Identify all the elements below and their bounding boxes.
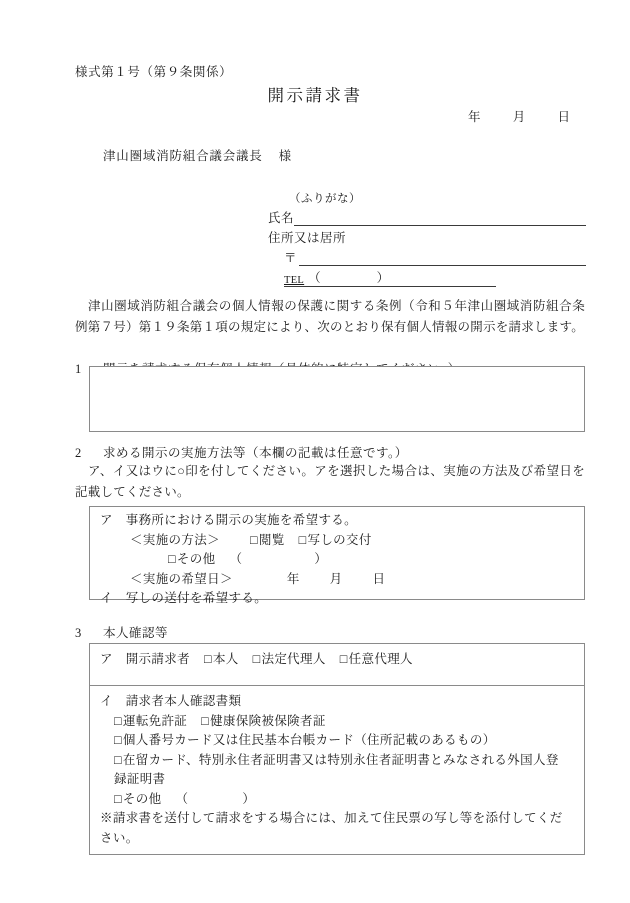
addressee-line xyxy=(103,146,292,164)
addressee-name: 津山圏域消防組合議会議長 xyxy=(103,149,263,163)
checkbox-method-other-icon[interactable]: □ xyxy=(168,552,176,566)
address-input-rule[interactable] xyxy=(299,252,586,266)
doc-option-residence-card[interactable]: 在留カード、特別永住者証明書又は特別永住者証明書とみなされる外国人登録証明書 xyxy=(114,752,559,786)
checkbox-health-insurance-icon[interactable]: □ xyxy=(201,713,210,728)
section-3-identity-box xyxy=(89,643,585,855)
name-input-rule[interactable] xyxy=(294,212,586,226)
postal-field-row xyxy=(284,248,586,266)
section-1-entry-box[interactable] xyxy=(89,366,585,432)
desired-month-label[interactable]: 月 xyxy=(329,571,343,586)
section-2-option-i[interactable]: イ 写しの送付を希望する。 xyxy=(100,591,268,605)
checkbox-residence-card-icon[interactable]: □ xyxy=(114,752,122,767)
method-other-paren-open: （ xyxy=(229,552,243,566)
name-field-row xyxy=(268,208,586,226)
checkbox-copy-icon[interactable]: □ xyxy=(298,532,307,547)
method-other-label[interactable]: その他 xyxy=(176,552,216,566)
form-number: 様式第１号（第９条関係） xyxy=(75,65,233,79)
legal-basis-paragraph: 津山圏域消防組合議会の個人情報の保護に関する条例（令和５年津山圏域消防組合条例第７号）第１９条第１項の規定により、次のとおり保有個人情報の開示を請求します。 xyxy=(75,299,585,334)
page-title: 開示請求書 xyxy=(267,86,363,105)
doc-option-drivers-license[interactable]: 運転免許証 xyxy=(122,713,188,728)
requester-option-legal-agent[interactable]: 法定代理人 xyxy=(261,652,326,666)
section-2-number: 2 xyxy=(75,446,82,460)
section-2-method-row xyxy=(90,531,584,551)
name-label: 氏名 xyxy=(268,211,295,225)
address-label: 住所又は居所 xyxy=(268,231,347,245)
checkbox-doc-other-icon[interactable]: □ xyxy=(114,791,122,806)
checkbox-my-number-card-icon[interactable]: □ xyxy=(114,733,122,747)
desired-date-label: ＜実施の希望日＞ xyxy=(130,571,233,586)
doc-other-paren-close: ） xyxy=(242,791,256,806)
section-2-desired-date-row xyxy=(90,570,584,590)
checkbox-self-icon[interactable]: □ xyxy=(203,652,212,666)
desired-day-label[interactable]: 日 xyxy=(372,571,386,586)
date-day-label: 日 xyxy=(557,110,570,124)
section-3-heading xyxy=(75,623,168,641)
furigana-label: （ふりがな） xyxy=(289,193,361,205)
section-2-options-box xyxy=(89,506,585,605)
section-3-number: 3 xyxy=(75,626,82,640)
method-label: ＜実施の方法＞ xyxy=(130,532,220,547)
date-month-label: 月 xyxy=(512,110,526,124)
section-3-row-a xyxy=(90,644,584,686)
method-inspect-label[interactable]: 閲覧 xyxy=(258,532,285,547)
method-other-paren-close: ） xyxy=(314,552,328,566)
doc-option-health-insurance[interactable]: 健康保険被保険者証 xyxy=(210,713,326,728)
section-3-requester-row xyxy=(90,650,584,670)
section-3-docs-other xyxy=(90,790,584,810)
section-3-docs-line-3 xyxy=(90,751,570,790)
doc-option-other-label[interactable]: その他 xyxy=(122,791,162,806)
doc-other-paren-open: （ xyxy=(175,791,189,806)
section-2-title: 求める開示の実施方法等（本欄の記載は任意です。） xyxy=(103,446,408,460)
section-3-row-i xyxy=(90,686,584,848)
postal-code-icon: 〒 xyxy=(284,251,297,265)
telephone-field-row[interactable] xyxy=(284,268,496,287)
requester-option-self[interactable]: 本人 xyxy=(212,652,239,666)
checkbox-drivers-license-icon[interactable]: □ xyxy=(114,713,122,728)
section-1-number: 1 xyxy=(75,362,82,376)
section-2-method-other-row xyxy=(90,550,584,570)
section-2-option-a[interactable]: ア 事務所における開示の実施を希望する。 xyxy=(100,513,358,527)
requester-label: ア 開示請求者 xyxy=(100,652,190,666)
tel-paren-open: （ xyxy=(308,271,321,285)
desired-year-label[interactable]: 年 xyxy=(286,571,300,586)
section-2-instruction: ア、イ又はウに○印を付してください。アを選択した場合は、実施の方法及び希望日を記載してください。 xyxy=(75,464,585,499)
checkbox-inspect-icon[interactable]: □ xyxy=(249,532,258,547)
section-3-documents-label: イ 請求者本人確認書類 xyxy=(100,694,242,708)
section-2-heading xyxy=(75,443,408,461)
date-year-label: 年 xyxy=(467,110,481,124)
addressee-honorific: 様 xyxy=(278,149,292,163)
checkbox-legal-agent-icon[interactable]: □ xyxy=(252,652,261,666)
requester-option-voluntary-agent[interactable]: 任意代理人 xyxy=(348,652,413,666)
section-3-docs-line-1 xyxy=(90,712,584,732)
doc-option-my-number-card[interactable]: 個人番号カード又は住民基本台帳カード（住所記載のあるもの） xyxy=(122,733,496,747)
section-3-title: 本人確認等 xyxy=(103,626,169,640)
checkbox-voluntary-agent-icon[interactable]: □ xyxy=(339,652,348,666)
telephone-label: TEL xyxy=(284,275,305,286)
section-3-footnote: ※請求書を送付して請求をする場合には、加えて住民票の写し等を添付してください。 xyxy=(100,811,563,845)
section-3-docs-line-2 xyxy=(90,731,584,751)
method-copy-label[interactable]: 写しの交付 xyxy=(307,532,372,547)
tel-paren-close: ） xyxy=(376,271,390,285)
date-entry-line xyxy=(0,107,570,125)
